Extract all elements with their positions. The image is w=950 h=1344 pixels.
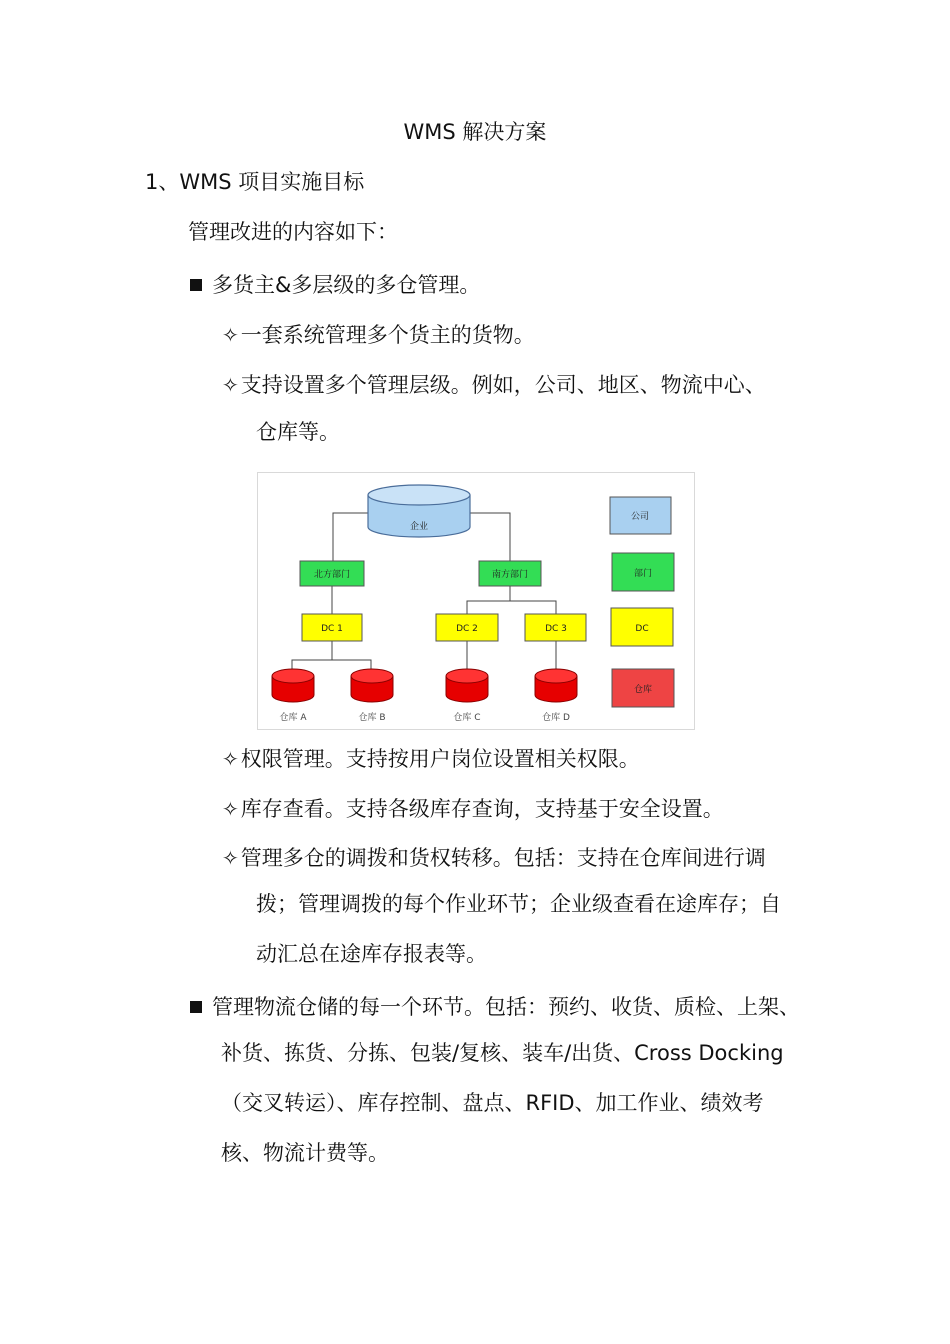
sub-item	[222, 844, 766, 872]
diagram-legend	[610, 497, 674, 707]
legend-label: 公司	[630, 512, 650, 522]
diamond-bullet-icon: ✧	[222, 846, 239, 870]
warehouse-cylinder	[351, 669, 393, 702]
department-label: 南方部门	[491, 570, 529, 580]
enterprise-label: 企业	[409, 522, 429, 532]
bullet-2-continuation: （交叉转运）、库存控制、盘点、RFID、加工作业、绩效考	[221, 1091, 764, 1115]
department-label: 北方部门	[313, 570, 351, 580]
legend-label: 部门	[633, 569, 653, 579]
sub-item-text: 库存查看。支持各级库存查询，支持基于安全设置。	[240, 797, 724, 821]
sub-item	[222, 321, 535, 349]
square-bullet-icon	[190, 1001, 202, 1013]
enterprise-cylinder	[368, 485, 470, 537]
square-bullet-icon	[190, 279, 202, 291]
legend-label: 仓库	[633, 685, 653, 695]
sub-item-text: 一套系统管理多个货主的货物。	[240, 323, 535, 347]
page-title: WMS 解决方案	[403, 120, 547, 144]
warehouse-label: 仓库 B	[358, 713, 386, 723]
sub-item-continuation: 仓库等。	[256, 420, 340, 444]
bullet-item-1	[190, 271, 480, 299]
sub-item-text: 管理多仓的调拨和货权转移。包括：支持在仓库间进行调	[240, 846, 766, 870]
warehouse-label: 仓库 C	[453, 713, 481, 723]
warehouse-cylinder	[272, 669, 314, 702]
diamond-bullet-icon: ✧	[222, 797, 239, 821]
sub-item-text: 支持设置多个管理层级。例如，公司、地区、物流中心、	[240, 373, 766, 397]
warehouse-cylinder	[446, 669, 488, 702]
sub-item	[222, 371, 766, 399]
sub-item-continuation: 拨；管理调拨的每个作业环节；企业级查看在途库存；自	[256, 892, 781, 916]
intro-text: 管理改进的内容如下：	[188, 220, 398, 244]
org-hierarchy-diagram	[257, 472, 695, 730]
dc-label: DC 1	[321, 624, 343, 634]
bullet-1-text: 多货主&多层级的多仓管理。	[212, 273, 481, 297]
bullet-2-text: 管理物流仓储的每一个环节。包括：预约、收货、质检、上架、	[212, 995, 800, 1019]
warehouse-label: 仓库 D	[542, 713, 570, 723]
sub-item	[222, 745, 640, 773]
dc-label: DC 3	[545, 624, 567, 634]
diamond-bullet-icon: ✧	[222, 747, 239, 771]
section-heading: 1、WMS 项目实施目标	[145, 170, 365, 194]
sub-item	[222, 795, 724, 823]
warehouse-cylinder	[535, 669, 577, 702]
bullet-item-2	[190, 993, 800, 1021]
bullet-2-continuation: 补货、拣货、分拣、包装/复核、装车/出货、Cross Docking	[221, 1041, 784, 1065]
legend-label: DC	[635, 624, 649, 634]
dc-label: DC 2	[456, 624, 478, 634]
diamond-bullet-icon: ✧	[222, 323, 239, 347]
warehouse-label: 仓库 A	[279, 713, 307, 723]
sub-item-text: 权限管理。支持按用户岗位设置相关权限。	[240, 747, 640, 771]
bullet-2-continuation: 核、物流计费等。	[221, 1141, 389, 1165]
diamond-bullet-icon: ✧	[222, 373, 239, 397]
sub-item-continuation: 动汇总在途库存报表等。	[256, 942, 487, 966]
